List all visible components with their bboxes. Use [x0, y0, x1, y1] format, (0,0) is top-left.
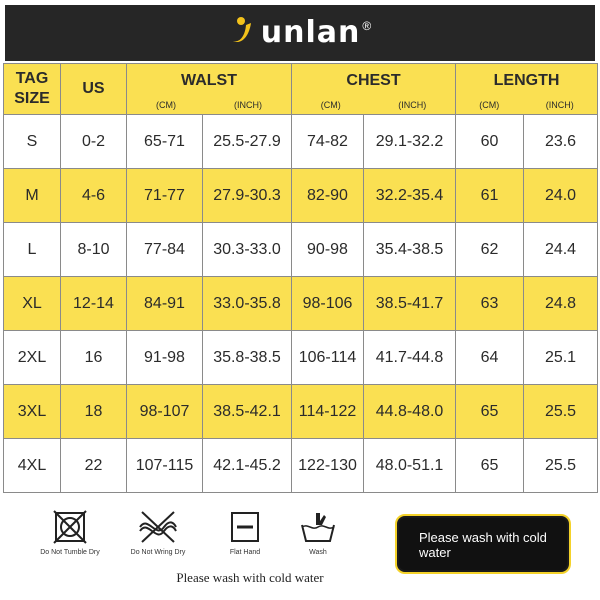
table-row: [4, 223, 598, 277]
unit-inch: (INCH): [545, 100, 574, 110]
cell-tag: L: [4, 223, 61, 277]
care-footer: [0, 503, 600, 600]
cell-waist-cm: 65-71: [127, 115, 203, 169]
table-row: [4, 169, 598, 223]
cell-waist-in: 25.5-27.9: [203, 115, 292, 169]
cell-length-cm: 64: [456, 331, 524, 385]
cell-chest-in: 29.1-32.2: [364, 115, 456, 169]
cell-waist-in: 33.0-35.8: [203, 277, 292, 331]
do-not-wring-icon: [136, 509, 180, 545]
hand-wash-icon: [298, 509, 338, 545]
header-chest: CHEST (CM) (INCH): [292, 64, 456, 115]
cell-length-cm: 61: [456, 169, 524, 223]
cell-us: 8-10: [61, 223, 127, 277]
unit-cm: (CM): [479, 100, 500, 110]
table-row: [4, 439, 598, 493]
cell-tag: S: [4, 115, 61, 169]
cell-us: 0-2: [61, 115, 127, 169]
cell-chest-cm: 82-90: [292, 169, 364, 223]
wash-note: Please wash with cold water: [176, 570, 324, 585]
cell-us: 4-6: [61, 169, 127, 223]
unit-inch: (INCH): [234, 100, 262, 110]
cell-waist-in: 38.5-42.1: [203, 385, 292, 439]
wash-notice-box: Please wash with cold water: [395, 514, 571, 574]
unit-cm: (CM): [156, 100, 176, 110]
cell-chest-in: 41.7-44.8: [364, 331, 456, 385]
cell-tag: M: [4, 169, 61, 223]
cell-chest-cm: 114-122: [292, 385, 364, 439]
flat-dry-icon: [227, 509, 263, 545]
unit-cm: (CM): [320, 100, 341, 110]
cell-us: 22: [61, 439, 127, 493]
cell-tag: XL: [4, 277, 61, 331]
care-item: Flat Hand: [205, 509, 285, 556]
header-length: LENGTH (CM) (INCH): [456, 64, 598, 115]
cell-waist-in: 35.8-38.5: [203, 331, 292, 385]
cell-waist-cm: 71-77: [127, 169, 203, 223]
brand-swoosh-icon: [229, 15, 259, 51]
cell-waist-in: 30.3-33.0: [203, 223, 292, 277]
cell-length-in: 25.5: [524, 439, 598, 493]
cell-chest-cm: 90-98: [292, 223, 364, 277]
table-row: [4, 277, 598, 331]
cell-us: 12-14: [61, 277, 127, 331]
cell-chest-cm: 98-106: [292, 277, 364, 331]
cell-chest-cm: 122-130: [292, 439, 364, 493]
cell-tag: 4XL: [4, 439, 61, 493]
cell-chest-in: 44.8-48.0: [364, 385, 456, 439]
brand-name: unlan: [260, 15, 361, 50]
cell-waist-in: 42.1-45.2: [203, 439, 292, 493]
cell-length-in: 25.1: [524, 331, 598, 385]
registered-mark: ®: [362, 19, 372, 33]
cell-waist-cm: 91-98: [127, 331, 203, 385]
table-row: [4, 115, 598, 169]
do-not-tumble-dry-icon: [52, 509, 88, 545]
cell-us: 18: [61, 385, 127, 439]
care-item: Do Not Tumble Dry: [30, 509, 110, 556]
cell-waist-cm: 98-107: [127, 385, 203, 439]
cell-chest-in: 38.5-41.7: [364, 277, 456, 331]
care-item: Wash: [278, 509, 358, 556]
cell-length-in: 24.8: [524, 277, 598, 331]
cell-length-cm: 65: [456, 385, 524, 439]
cell-chest-in: 35.4-38.5: [364, 223, 456, 277]
table-row: [4, 331, 598, 385]
cell-chest-cm: 106-114: [292, 331, 364, 385]
header-waist: WALST (CM) (INCH): [127, 64, 292, 115]
header-tag-size: TAG SIZE: [4, 64, 61, 115]
cell-chest-cm: 74-82: [292, 115, 364, 169]
header-us: US: [61, 64, 127, 115]
cell-waist-in: 27.9-30.3: [203, 169, 292, 223]
size-chart-table: [3, 63, 598, 493]
cell-length-in: 24.0: [524, 169, 598, 223]
cell-chest-in: 48.0-51.1: [364, 439, 456, 493]
cell-tag: 2XL: [4, 331, 61, 385]
cell-chest-in: 32.2-35.4: [364, 169, 456, 223]
cell-waist-cm: 84-91: [127, 277, 203, 331]
cell-us: 16: [61, 331, 127, 385]
cell-waist-cm: 107-115: [127, 439, 203, 493]
brand-header: [5, 5, 595, 61]
cell-length-in: 23.6: [524, 115, 598, 169]
cell-length-cm: 65: [456, 439, 524, 493]
cell-length-in: 25.5: [524, 385, 598, 439]
unit-inch: (INCH): [398, 100, 427, 110]
table-row: [4, 385, 598, 439]
brand-logo: [229, 15, 371, 51]
cell-waist-cm: 77-84: [127, 223, 203, 277]
cell-length-cm: 63: [456, 277, 524, 331]
cell-length-cm: 60: [456, 115, 524, 169]
cell-length-in: 24.4: [524, 223, 598, 277]
care-item: Do Not Wring Dry: [118, 509, 198, 556]
cell-tag: 3XL: [4, 385, 61, 439]
cell-length-cm: 62: [456, 223, 524, 277]
